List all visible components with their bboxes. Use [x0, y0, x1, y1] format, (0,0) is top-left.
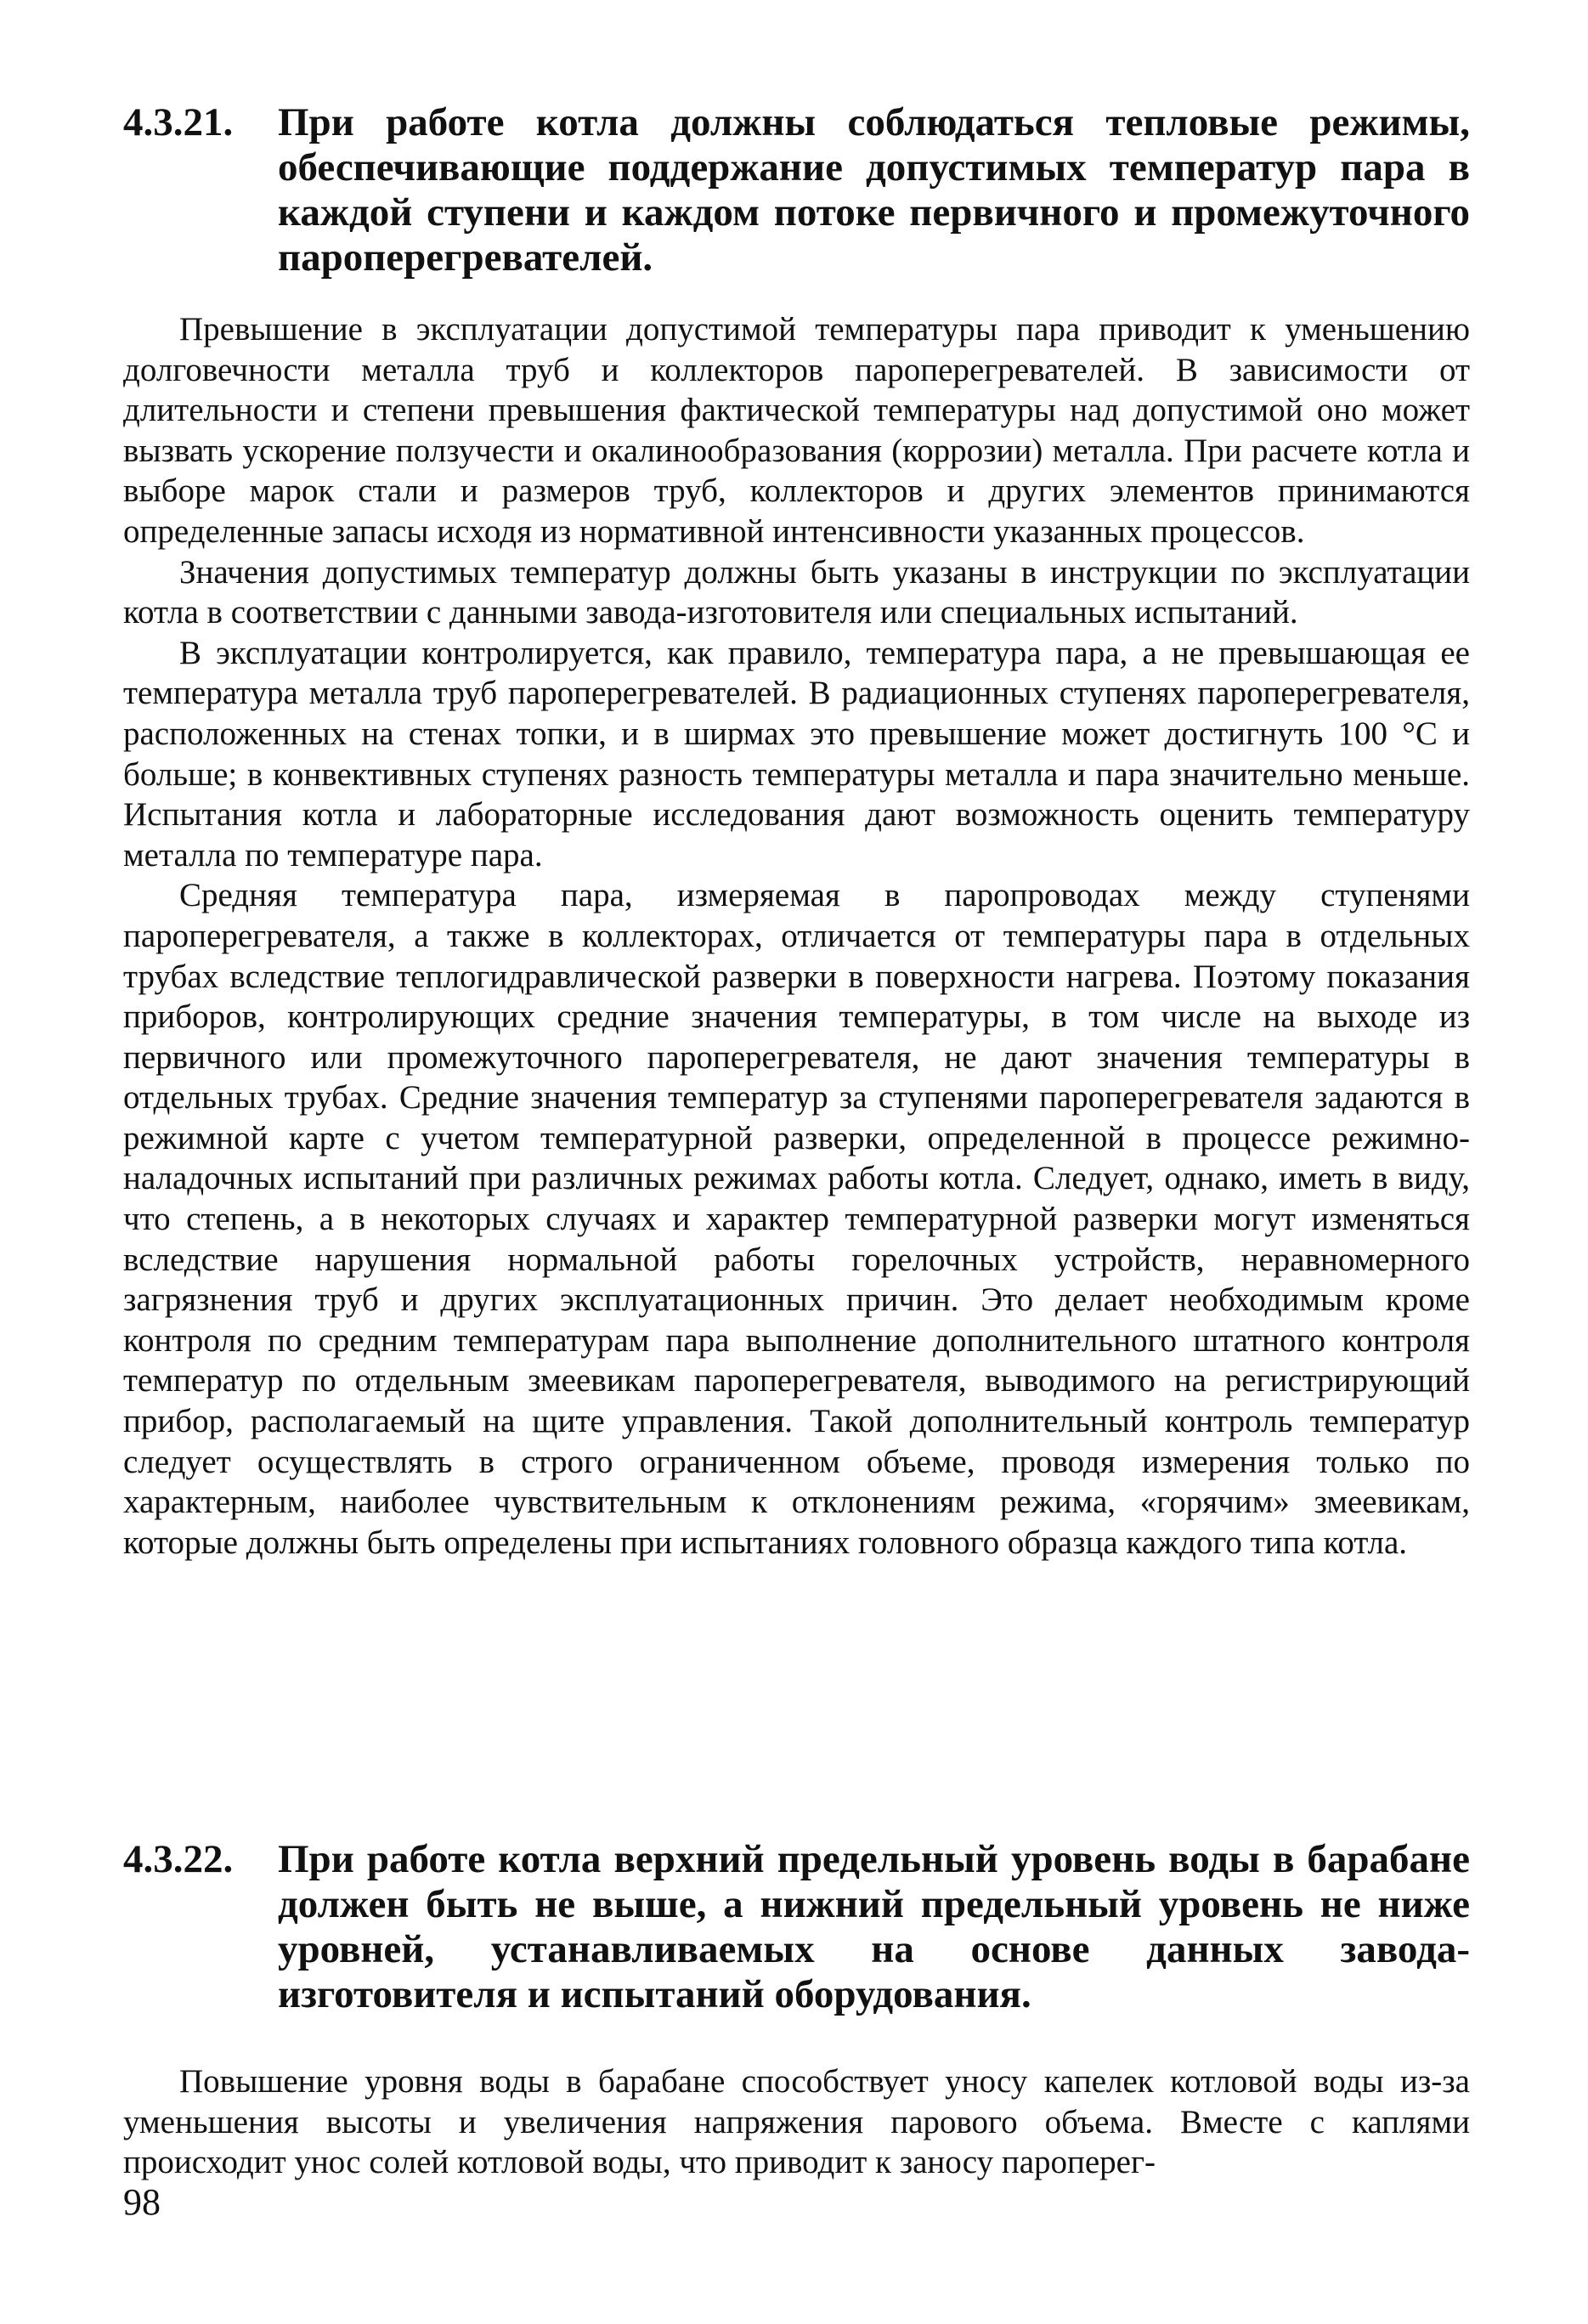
clause-4-3-22	[123, 1837, 1470, 2017]
clause-4-3-21-body	[123, 309, 1470, 1563]
body-paragraph: Повышение уровня воды в барабане способствует уносу капелек котловой воды из-за уменьшения высоты и увеличения напряжения парового объема. Вместе с каплями происходит унос солей котловой воды, что приводит к заносу пароперег-	[123, 2063, 1470, 2181]
clause-4-3-22-body	[123, 2061, 1470, 2183]
body-paragraph: Средняя температура пара, измеряемая в паропроводах между ступенями пароперегревателя, а также в коллекторах, отличается от температуры пара в отдельных трубах вследствие теплогидравлической разверки в поверхности нагрева. Поэтому показания приборов, контролирующих средние значения температуры, в том числе на выходе из первичного или промежуточного пароперегревателя, не дают значения температуры в отдельных трубах. Средние значения температур за ступенями пароперегревателя задаются в режимной карте с учетом температурной разверки, определенной в процессе режимно-наладочных испытаний при различных режимах работы котла. Следует, однако, иметь в виду, что степень, а в некоторых случаях и характер температурной разверки могут изменяться вследствие нарушения нормальной работы горелочных устройств, неравномерного загрязнения труб и других эксплуатационных причин. Это делает необходимым кроме контроля по средним температурам пара выполнение дополнительного штатного контроля температур по отдельным змеевикам пароперегревателя, выводимого на регистрирующий прибор, располагаемый на щите управления. Такой дополнительный контроль температур следует осуществлять в строго ограниченном объеме, проводя измерения только по характерным, наиболее чувствительным к отклонениям режима, «горячим» змеевикам, которые должны быть определены при испытаниях головного образца каждого типа котла.	[123, 877, 1470, 1561]
body-paragraph: В эксплуатации контролируется, как правило, температура пара, а не превышающая ее температура металла труб пароперегревателей. В радиационных ступенях пароперегревателя, расположенных на стенах топки, и в ширмах это превышение может достигнуть 100 °С и больше; в конвективных ступенях разность температуры металла и пара значительно меньше. Испытания котла и лабораторные исследования дают возможность оценить температуру металла по температуре пара.	[123, 634, 1470, 874]
clause-4-3-21	[123, 100, 1470, 280]
clause-heading-text: При работе котла должны соблюдаться тепловые режимы, обеспечивающие поддержание допустимых температур пара в каждой ступени и каждом потоке первичного и промежуточного пароперегревателей.	[278, 100, 1470, 280]
clause-heading-text: При работе котла верхний предельный уровень воды в барабане должен быть не выше, а нижний предельный уровень не ниже уровней, устанавливаемых на основе данных завода-изготовителя и испытаний оборудования.	[278, 1837, 1470, 2016]
clause-number: 4.3.21.	[123, 100, 234, 144]
body-paragraph: Превышение в эксплуатации допустимой температуры пара приводит к уменьшению долговечности металла труб и коллекторов пароперегревателей. В зависимости от длительности и степени превышения фактической температуры над допустимой оно может вызвать ускорение ползучести и окалинообразования (коррозии) металла. При расчете котла и выборе марок стали и размеров труб, коллекторов и других элементов принимаются определенные запасы исходя из нормативной интенсивности указанных процессов.	[123, 311, 1470, 550]
body-paragraph: Значения допустимых температур должны быть указаны в инструкции по эксплуатации котла в соответствии с данными завода-изготовителя или специальных испытаний.	[123, 553, 1470, 631]
page-number: 98	[123, 2181, 161, 2223]
clause-number: 4.3.22.	[123, 1837, 234, 1881]
